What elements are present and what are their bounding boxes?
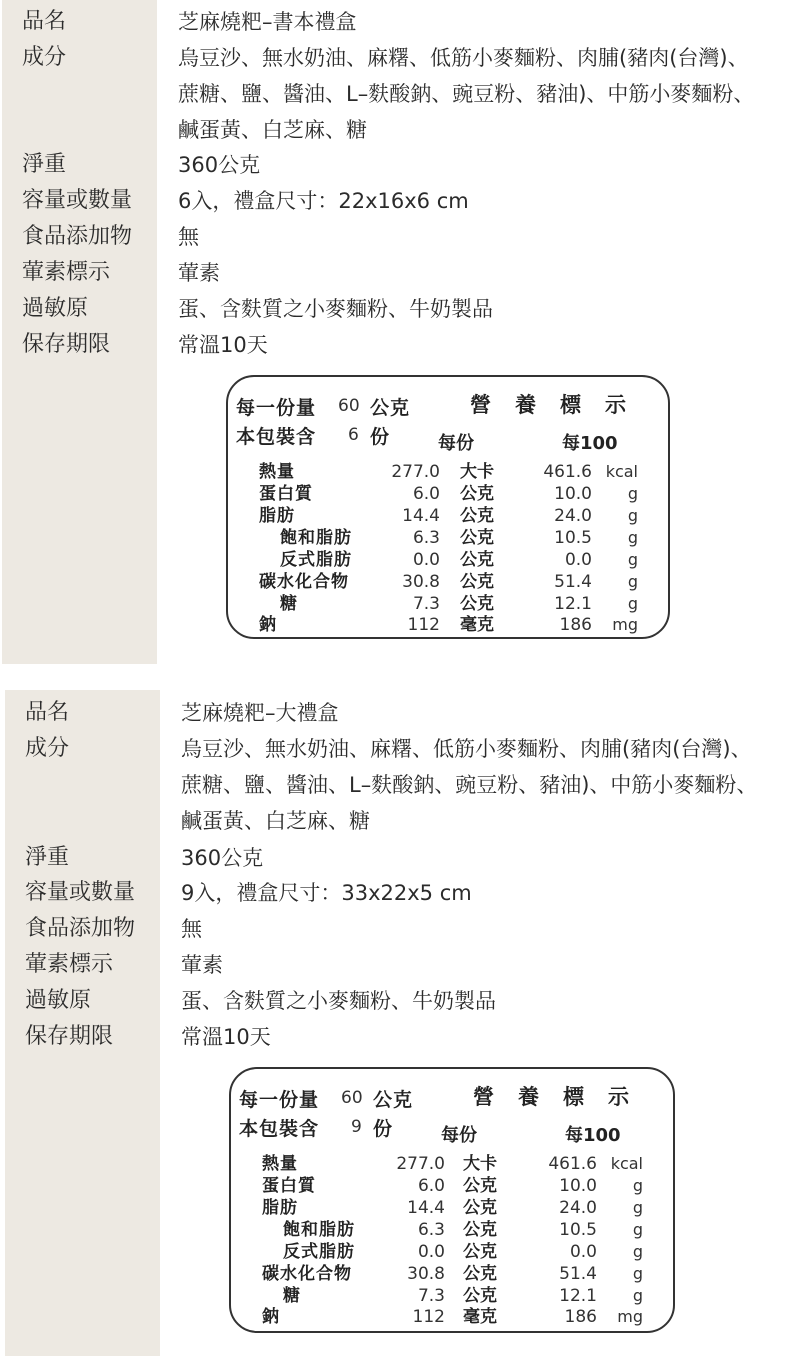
row-value: 無 (178, 225, 199, 249)
row-value: 烏豆沙、無水奶油、麻糬、低筋小麥麵粉、肉脯(豬肉(台灣)、蔗糖、鹽、醬油、L–麩酸鈉、豌豆粉、豬油)、中筋小麥麵粉、鹹蛋黃、白芝麻、糖 (178, 46, 755, 142)
nutrient-per100-unit: kcal (610, 1154, 643, 1173)
nutrient-name: 碳水化合物 (259, 572, 349, 592)
nutrient-serving-value: 6.3 (412, 528, 440, 548)
row-label: 容量或數量 (22, 188, 133, 213)
nutrient-per100-value: 10.5 (554, 528, 592, 548)
nutrient-per100-unit: g (627, 594, 638, 613)
nutrient-per100-unit: g (627, 506, 638, 525)
nutrient-name: 鈉 (262, 1307, 280, 1327)
row-label: 葷素標示 (25, 952, 114, 977)
servings-per-pack-label: 本包裝含 (239, 1118, 320, 1140)
row-value: 6入，禮盒尺寸：22x16x6 cm (178, 189, 469, 213)
nutrient-per100-unit: g (632, 1286, 643, 1305)
serving-size-label: 每一份量 (236, 397, 317, 419)
nutrient-name: 糖 (280, 594, 298, 614)
nutrient-name: 熱量 (259, 462, 295, 482)
row-label: 容量或數量 (25, 880, 136, 905)
nutrient-per100-value: 186 (564, 1307, 597, 1327)
serving-size-value: 60 (338, 396, 360, 416)
nutrient-per100-value: 10.5 (559, 1220, 597, 1240)
nutrient-name: 脂肪 (259, 506, 295, 526)
nutrient-serving-unit: 公克 (463, 1176, 497, 1196)
row-label: 過敏原 (25, 988, 92, 1013)
nutrient-per100-unit: g (627, 550, 638, 569)
row-value: 常溫10天 (178, 333, 268, 357)
row-value: 葷素 (178, 261, 220, 285)
row-value: 360公克 (181, 846, 264, 870)
nutrient-serving-value: 277.0 (396, 1154, 445, 1174)
row-value: 葷素 (181, 953, 223, 977)
nutrient-per100-unit: g (627, 572, 638, 591)
nutrient-serving-value: 14.4 (402, 506, 440, 526)
nutrient-serving-value: 14.4 (407, 1198, 445, 1218)
row-label: 成分 (22, 45, 67, 70)
nutrient-serving-unit: 公克 (460, 528, 494, 548)
nutrient-per100-value: 0.0 (564, 550, 592, 570)
row-label: 淨重 (22, 152, 67, 177)
nutrient-per100-value: 24.0 (554, 506, 592, 526)
nutrient-per100-value: 10.0 (559, 1176, 597, 1196)
row-value: 9入，禮盒尺寸：33x22x5 cm (181, 881, 472, 905)
nutrient-serving-value: 6.0 (417, 1176, 445, 1196)
nutrient-per100-value: 24.0 (559, 1198, 597, 1218)
nutrient-name: 脂肪 (262, 1198, 298, 1218)
row-label: 食品添加物 (25, 916, 136, 941)
row-label: 保存期限 (22, 332, 111, 357)
nutrient-serving-value: 112 (407, 615, 440, 635)
row-value: 360公克 (178, 153, 261, 177)
nutrient-serving-value: 0.0 (417, 1242, 445, 1262)
nutrient-per100-unit: mg (617, 1307, 643, 1326)
nutrient-per100-unit: g (632, 1242, 643, 1261)
nutrient-serving-value: 6.3 (417, 1220, 445, 1240)
nutrient-serving-unit: 公克 (463, 1264, 497, 1284)
nutrient-per100-unit: mg (612, 615, 638, 634)
nutrient-per100-value: 461.6 (543, 462, 592, 482)
nutrient-per100-value: 51.4 (559, 1264, 597, 1284)
col-header-per-serving: 每份 (438, 433, 474, 454)
row-label: 葷素標示 (22, 260, 111, 285)
col-header-per-100: 每100 (565, 1125, 621, 1146)
row-label: 淨重 (25, 845, 70, 870)
nutrient-serving-value: 30.8 (402, 572, 440, 592)
nutrient-per100-unit: kcal (605, 462, 638, 481)
row-value: 蛋、含麩質之小麥麵粉、牛奶製品 (178, 297, 493, 321)
nutrient-serving-unit: 公克 (463, 1220, 497, 1240)
nutrient-name: 飽和脂肪 (283, 1220, 355, 1240)
nutrition-label (229, 1067, 675, 1333)
serving-size-unit: 公克 (370, 397, 411, 419)
nutrient-per100-unit: g (632, 1198, 643, 1217)
nutrient-per100-value: 12.1 (554, 594, 592, 614)
row-value: 芝麻燒粑–大禮盒 (181, 701, 339, 725)
row-label: 食品添加物 (22, 224, 133, 249)
row-label: 成分 (25, 736, 70, 761)
product-panel-1 (0, 0, 800, 664)
nutrient-per100-unit: g (632, 1264, 643, 1283)
nutrient-serving-unit: 公克 (460, 594, 494, 614)
nutrient-serving-value: 277.0 (391, 462, 440, 482)
nutrient-serving-value: 7.3 (412, 594, 440, 614)
nutrition-label (226, 375, 670, 639)
nutrient-serving-unit: 公克 (463, 1286, 497, 1306)
nutrient-serving-value: 112 (412, 1307, 445, 1327)
nutrient-serving-unit: 公克 (460, 550, 494, 570)
serving-size-unit: 公克 (373, 1089, 414, 1111)
nutrient-per100-value: 0.0 (569, 1242, 597, 1262)
nutrient-serving-unit: 大卡 (460, 462, 494, 482)
servings-per-pack-unit: 份 (370, 426, 391, 448)
nutrition-heading: 營養標示 (473, 1085, 653, 1109)
serving-size-label: 每一份量 (239, 1089, 320, 1111)
nutrient-name: 反式脂肪 (280, 550, 352, 570)
nutrient-per100-value: 51.4 (554, 572, 592, 592)
servings-per-pack-value: 9 (351, 1117, 362, 1137)
nutrient-per100-value: 186 (559, 615, 592, 635)
nutrient-serving-unit: 公克 (460, 572, 494, 592)
nutrient-name: 糖 (283, 1286, 301, 1306)
nutrient-serving-value: 30.8 (407, 1264, 445, 1284)
nutrient-serving-unit: 公克 (460, 506, 494, 526)
nutrient-serving-unit: 毫克 (460, 615, 494, 635)
servings-per-pack-label: 本包裝含 (236, 426, 317, 448)
nutrient-name: 碳水化合物 (262, 1264, 352, 1284)
nutrient-per100-unit: g (632, 1176, 643, 1195)
col-header-per-100: 每100 (562, 433, 618, 454)
nutrient-per100-value: 12.1 (559, 1286, 597, 1306)
nutrient-per100-value: 10.0 (554, 484, 592, 504)
serving-size-value: 60 (341, 1088, 363, 1108)
nutrient-serving-value: 6.0 (412, 484, 440, 504)
nutrient-serving-unit: 毫克 (463, 1307, 497, 1327)
nutrient-per100-unit: g (627, 528, 638, 547)
nutrient-name: 鈉 (259, 615, 277, 635)
nutrient-serving-unit: 公克 (463, 1242, 497, 1262)
product-panel-2 (0, 690, 800, 1358)
nutrient-per100-value: 461.6 (548, 1154, 597, 1174)
row-value: 常溫10天 (181, 1025, 271, 1049)
nutrient-name: 蛋白質 (262, 1176, 316, 1196)
row-value: 無 (181, 917, 202, 941)
row-label: 保存期限 (25, 1024, 114, 1049)
row-value: 烏豆沙、無水奶油、麻糬、低筋小麥麵粉、肉脯(豬肉(台灣)、蔗糖、鹽、醬油、L–麩酸鈉、豌豆粉、豬油)、中筋小麥麵粉、鹹蛋黃、白芝麻、糖 (181, 737, 758, 833)
nutrition-heading: 營養標示 (470, 393, 650, 417)
nutrient-serving-unit: 大卡 (463, 1154, 497, 1174)
nutrient-serving-unit: 公克 (463, 1198, 497, 1218)
nutrient-per100-unit: g (627, 484, 638, 503)
col-header-per-serving: 每份 (441, 1125, 477, 1146)
nutrient-name: 飽和脂肪 (280, 528, 352, 548)
nutrient-name: 反式脂肪 (283, 1242, 355, 1262)
nutrient-name: 蛋白質 (259, 484, 313, 504)
row-label: 品名 (22, 9, 67, 34)
servings-per-pack-unit: 份 (373, 1118, 394, 1140)
nutrient-serving-value: 0.0 (412, 550, 440, 570)
servings-per-pack-value: 6 (348, 425, 359, 445)
row-value: 蛋、含麩質之小麥麵粉、牛奶製品 (181, 989, 496, 1013)
row-label: 過敏原 (22, 296, 89, 321)
row-label: 品名 (25, 700, 70, 725)
row-value: 芝麻燒粑–書本禮盒 (178, 10, 357, 34)
nutrient-serving-value: 7.3 (417, 1286, 445, 1306)
nutrient-serving-unit: 公克 (460, 484, 494, 504)
nutrient-per100-unit: g (632, 1220, 643, 1239)
nutrient-name: 熱量 (262, 1154, 298, 1174)
